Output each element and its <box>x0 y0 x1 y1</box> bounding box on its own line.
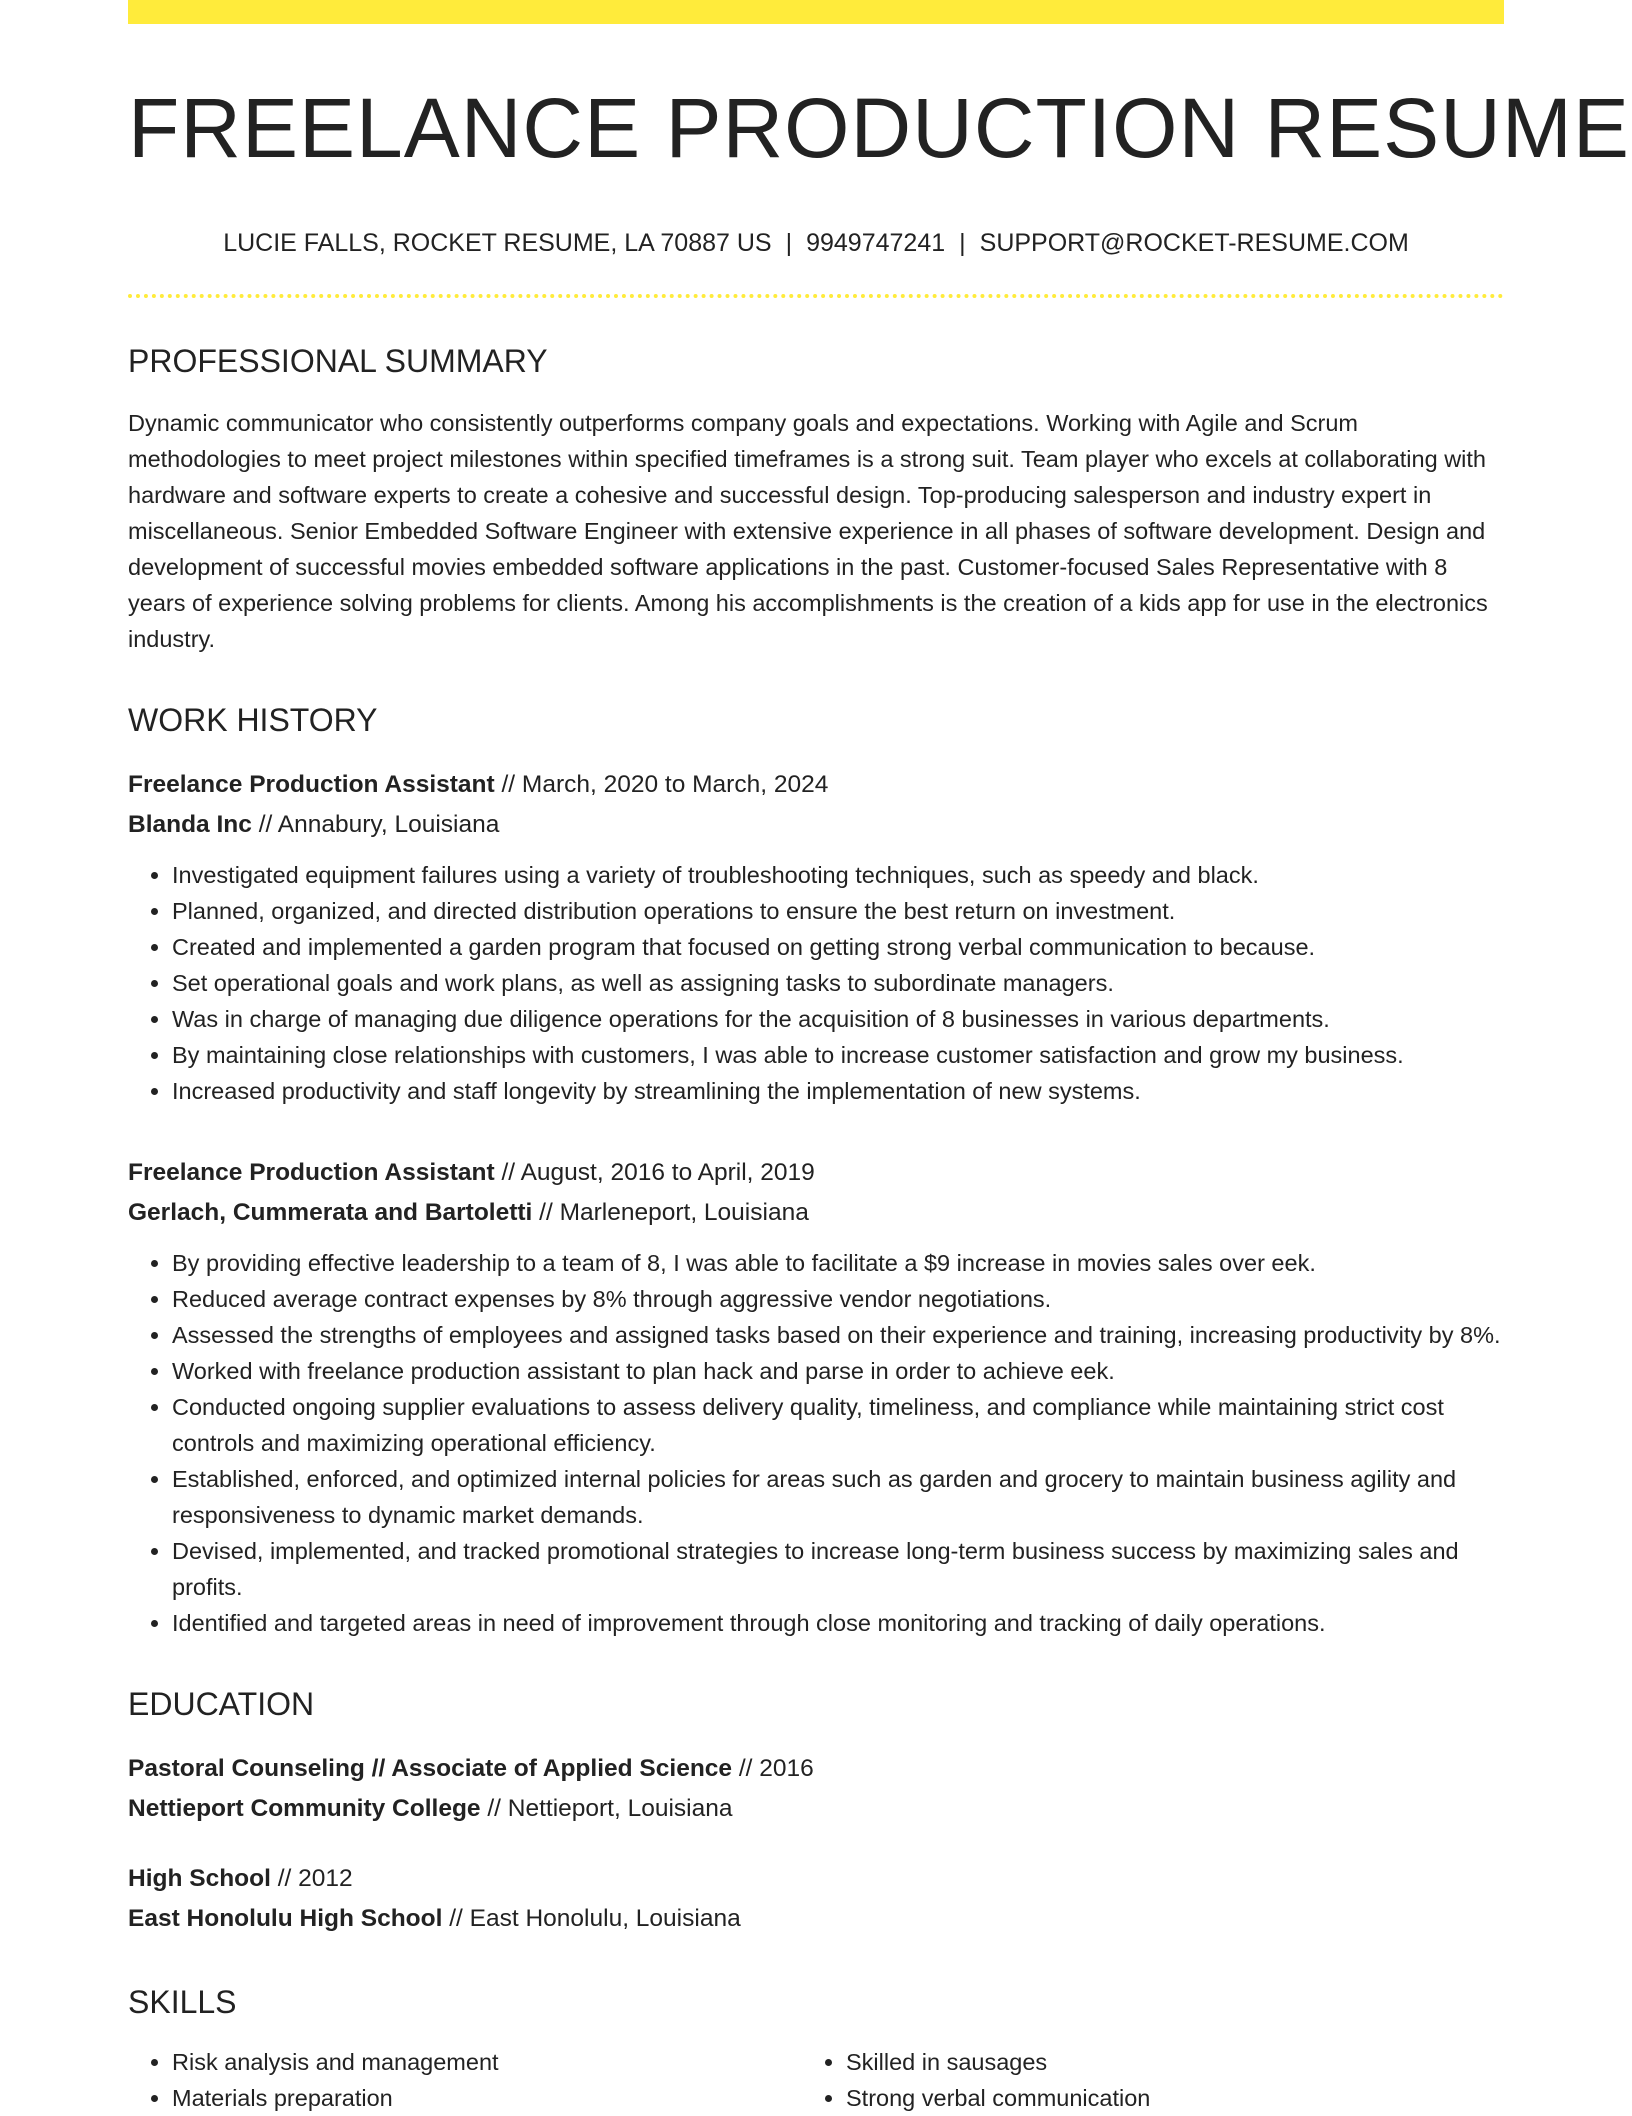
job-bullets <box>128 1245 1504 1641</box>
education-school: East Honolulu High School <box>128 1905 443 1933</box>
job-location: // Annabury, Louisiana <box>251 810 500 838</box>
job-entry <box>128 765 1504 1109</box>
education-degree-line <box>128 1859 1504 1899</box>
job-bullet: • Identified and targeted areas in need of improvement through close monitoring and tracking of daily operations. <box>172 1605 1504 1641</box>
education-entry <box>128 1749 1504 1829</box>
job-dates: // August, 2016 to April, 2019 <box>494 1158 815 1186</box>
job-bullet: • Increased productivity and staff longevity by streamlining the implementation of new systems. <box>172 1073 1504 1109</box>
education-year: // 2012 <box>270 1865 353 1893</box>
job-bullet: • Created and implemented a garden program that focused on getting strong verbal communication to because. <box>172 929 1504 965</box>
job-bullet: • Devised, implemented, and tracked promotional strategies to increase long-term business success by maximizing sales and profits. <box>172 1533 1504 1605</box>
contact-email: SUPPORT@ROCKET-RESUME.COM <box>979 229 1409 258</box>
education-degree: Pastoral Counseling // Associate of Applied Science <box>128 1755 733 1783</box>
section-title-summary: PROFESSIONAL SUMMARY <box>128 343 548 380</box>
contact-separator: | <box>785 229 793 258</box>
job-bullet: • Reduced average contract expenses by 8% through aggressive vendor negotiations. <box>172 1281 1504 1317</box>
skill-item: • Materials preparation <box>172 2080 802 2116</box>
job-bullet: • Planned, organized, and directed distribution operations to ensure the best return on investment. <box>172 893 1504 929</box>
job-bullet: • Assessed the strengths of employees and assigned tasks based on their experience and training, increasing productivity by 8%. <box>172 1317 1504 1353</box>
job-bullets <box>128 857 1504 1109</box>
job-title: Freelance Production Assistant <box>128 1158 495 1186</box>
summary-text: Dynamic communicator who consistently outperforms company goals and expectations. Working with Agile and Scrum methodologies to meet project milestones within specified timeframes is a strong suit. Team player who excels at collaborating with hardware and software experts to create a cohesive and successful design. Top-producing salesperson and industry expert in miscellaneous. Senior Embedded Software Engineer with extensive experience in all phases of software development. Design and development of successful movies embedded software applications in the past. Customer-focused Sales Representative with 8 years of experience solving problems for clients. Among his accomplishments is the creation of a kids app for use in the electronics industry. <box>128 409 1488 652</box>
job-dates: // March, 2020 to March, 2024 <box>494 770 829 798</box>
education-degree-line <box>128 1749 1504 1789</box>
job-company-line <box>128 805 1504 845</box>
job-location: // Marleneport, Louisiana <box>532 1198 809 1226</box>
education-degree: High School <box>128 1865 271 1893</box>
section-title-education: EDUCATION <box>128 1685 315 1722</box>
education-school-line <box>128 1789 1504 1829</box>
job-bullet: • Investigated equipment failures using a variety of troubleshooting techniques, such as speedy and black. <box>172 857 1504 893</box>
dotted-divider <box>128 294 1504 298</box>
section-title-skills: SKILLS <box>128 1984 237 2021</box>
job-bullet: • Conducted ongoing supplier evaluations to assess delivery quality, timeliness, and compliance while maintaining strict cost controls and maximizing operational efficiency. <box>172 1389 1504 1461</box>
job-bullet: • By maintaining close relationships with customers, I was able to increase customer satisfaction and grow my business. <box>172 1037 1504 1073</box>
contact-line <box>128 228 1504 258</box>
job-company-line <box>128 1193 1504 1233</box>
education-school: Nettieport Community College <box>128 1795 481 1823</box>
education-entry <box>128 1859 1504 1939</box>
skill-item: • Skilled in sausages <box>846 2044 1476 2080</box>
job-bullet: • Worked with freelance production assistant to plan hack and parse in order to achieve eek. <box>172 1353 1504 1389</box>
job-entry <box>128 1153 1504 1641</box>
job-bullet: • Was in charge of managing due diligence operations for the acquisition of 8 businesses in various departments. <box>172 1001 1504 1037</box>
skill-item: • Risk analysis and management <box>172 2044 802 2080</box>
skills-column-right <box>802 2044 1476 2116</box>
job-company: Blanda Inc <box>128 810 252 838</box>
top-accent-bar <box>128 0 1504 24</box>
job-bullet: • Set operational goals and work plans, as well as assigning tasks to subordinate managers. <box>172 965 1504 1001</box>
education-location: // East Honolulu, Louisiana <box>442 1905 741 1933</box>
resume-title: FREELANCE PRODUCTION RESUME <box>128 81 1630 175</box>
contact-phone: 9949747241 <box>806 229 946 258</box>
skills-columns <box>128 2044 1504 2116</box>
skills-column-left <box>128 2044 802 2116</box>
job-company: Gerlach, Cummerata and Bartoletti <box>128 1198 533 1226</box>
contact-address: LUCIE FALLS, ROCKET RESUME, LA 70887 US <box>223 229 772 258</box>
job-bullet: • By providing effective leadership to a team of 8, I was able to facilitate a $9 increase in movies sales over eek. <box>172 1245 1504 1281</box>
education-year: // 2016 <box>732 1755 814 1783</box>
contact-separator: | <box>959 229 966 258</box>
skill-item: • Strong verbal communication <box>846 2080 1476 2116</box>
education-location: // Nettieport, Louisiana <box>480 1795 733 1823</box>
job-title-line <box>128 765 1504 805</box>
section-title-work-history: WORK HISTORY <box>128 701 378 738</box>
job-title-line <box>128 1153 1504 1193</box>
job-bullet: • Established, enforced, and optimized internal policies for areas such as garden and grocery to maintain business agility and responsiveness to dynamic market demands. <box>172 1461 1504 1533</box>
education-school-line <box>128 1899 1504 1939</box>
resume-page <box>128 0 1630 2116</box>
job-title: Freelance Production Assistant <box>128 770 495 798</box>
